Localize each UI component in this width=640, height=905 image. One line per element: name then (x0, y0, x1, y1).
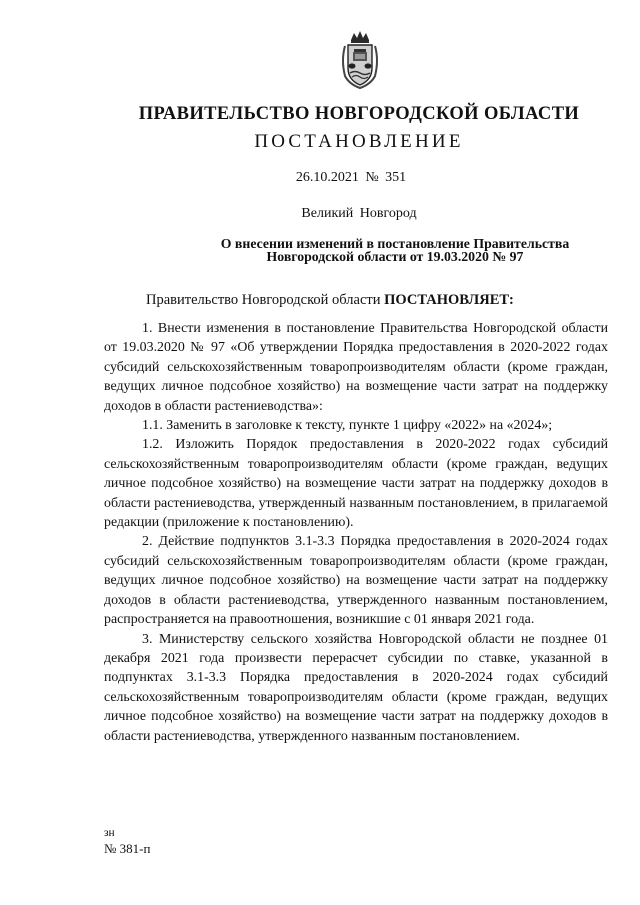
paragraph-1-1: 1.1. Заменить в заголовке к тексту, пункте 1 цифру «2022» на «2024»; (142, 418, 553, 434)
number-sign: № (365, 170, 379, 185)
paragraph-1-2: 1.2. Изложить Порядок предоставления в 2020-2022 годах субсидий сельскохозяйственным товаропроизводителям области (кроме граждан, ведущих личное подсобное хозяйство) на возмещение части затрат на поддержку доходов в области растениеводства, утвержденный названным постановлением, в прилагаемой редакции (приложение к постановлению). (104, 437, 608, 531)
executor-initials: зн (104, 827, 115, 839)
paragraph-2: 2. Действие подпунктов 3.1-3.3 Порядка предоставления в 2020-2024 годах субсидий сельскохозяйственным товаропроизводителям области (кроме граждан, ведущих личное подсобное хозяйство) на возмещение части затрат на поддержку доходов в области растениеводства, утвержденного названным постановлением, распространяется на правоотношения, возникшие с 01 января 2021 года. (104, 534, 608, 628)
document-date: 26.10.2021 (295, 170, 359, 185)
document-type: ПОСТАНОВЛЕНИЕ (254, 131, 464, 152)
paragraph-3: 3. Министерству сельского хозяйства Новгородской области не позднее 01 декабря 2021 года произвести перерасчет субсидии по ставке, указанной в подпунктах 3.1-3.3 Порядка предоставления в 2020-2024 годах субсидий сельскохозяйственным товаропроизводителям области (кроме граждан, ведущих личное подсобное хозяйство) на возмещение части затрат на поддержку доходов в области растениеводства, утвержденного названным постановлением. (104, 631, 608, 744)
document-subject: О внесении изменений в постановление Правительства Новгородской области от 19.03.2020 № 97 (220, 236, 570, 264)
document-number: 351 (385, 170, 407, 185)
registration-number: № 381-п (104, 841, 151, 856)
organization-title: ПРАВИТЕЛЬСТВО НОВГОРОДСКОЙ ОБЛАСТИ (138, 104, 580, 124)
enacting-clause (146, 292, 514, 309)
coat-of-arms-icon (339, 30, 381, 90)
paragraph-1: 1. Внести изменения в постановление Правительства Новгородской области от 19.03.2020 № 97 «Об утверждении Порядка предоставления в 2020-2022 годах субсидий сельскохозяйственным товаропроизводителям области (кроме граждан, ведущих личное подсобное хозяйство) на возмещение части затрат на поддержку доходов в области растениеводства»: (104, 321, 608, 414)
footer-registration (104, 826, 150, 856)
document-body (104, 319, 608, 746)
enacting-verb: ПОСТАНОВЛЯЕТ: (384, 292, 514, 308)
city-name: Великий Новгород (301, 206, 417, 221)
enacting-prefix: Правительство Новгородской области (146, 292, 381, 308)
date-number-line (0, 170, 640, 186)
